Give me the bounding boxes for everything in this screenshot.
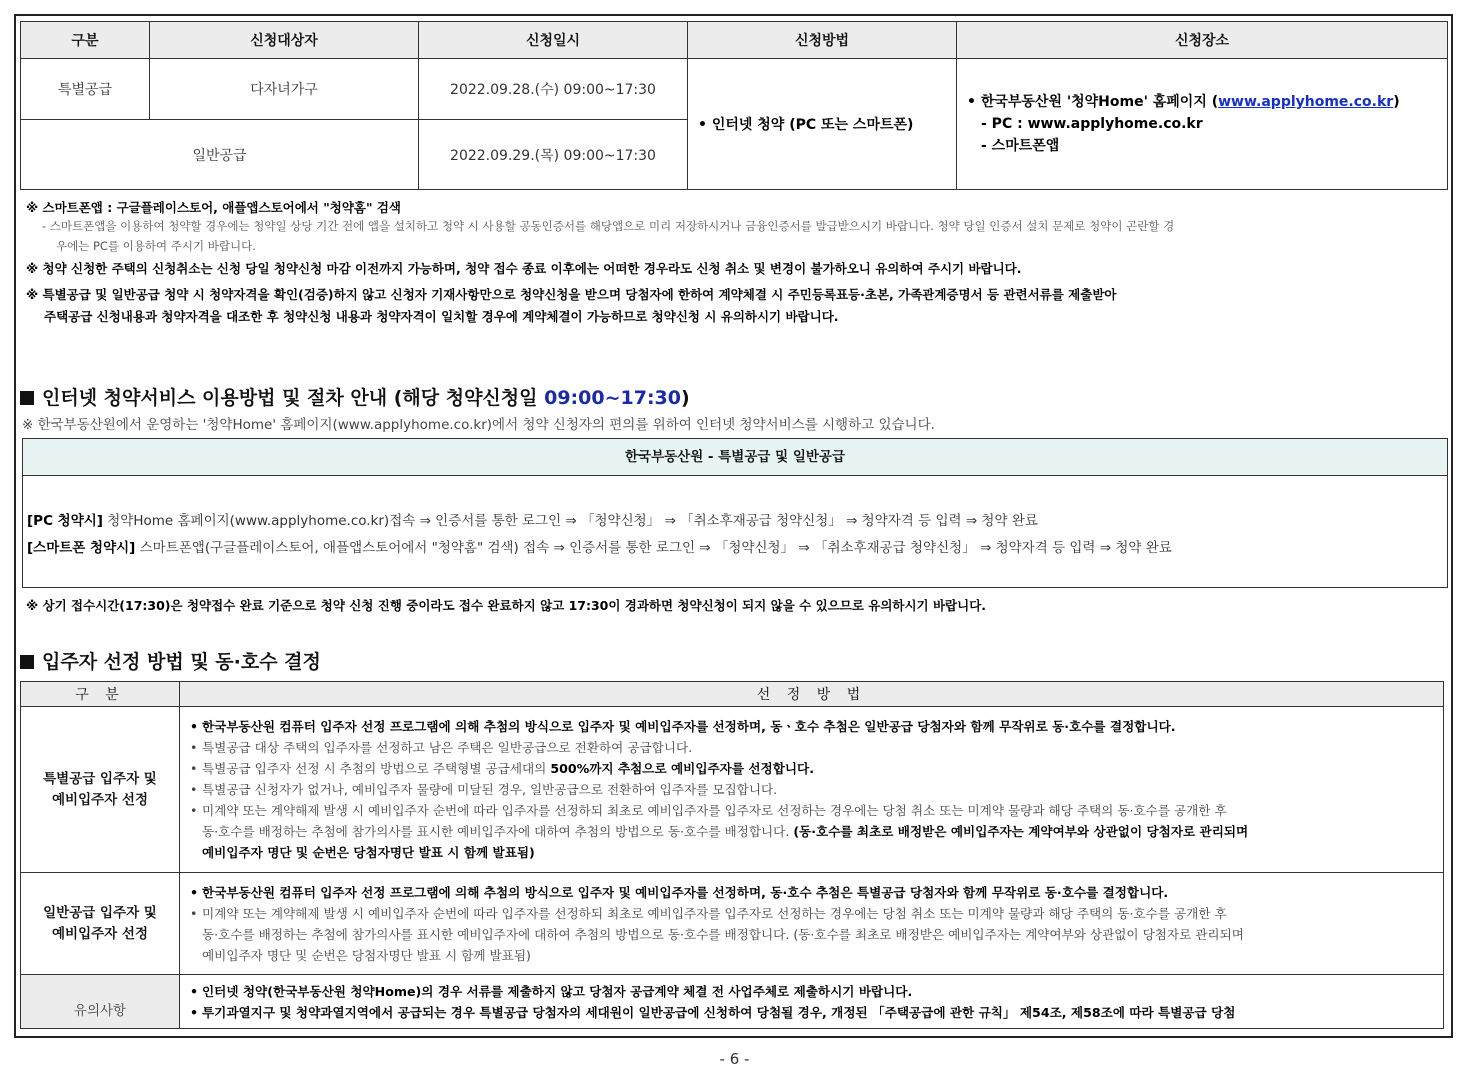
special-cat-line-2: 예비입주자 선정 — [52, 791, 148, 808]
general-selection-body — [180, 873, 1444, 975]
caution-line-1: • 인터넷 청약(한국부동산원 청약Home)의 경우 서류를 제출하지 않고 당첨자 공급계약 체결 전 사업주체로 제출하시기 바랍니다. — [190, 983, 913, 999]
apply-place — [957, 59, 1448, 190]
applyhome-link[interactable]: www.applyhome.co.kr — [1218, 94, 1394, 110]
pc-label: [PC 청약시] — [27, 513, 103, 529]
internet-intro: ※ 한국부동산원에서 운영하는 '청약Home' 홈페이지(www.applyhome.co.kr)에서 청약 신청자의 편의를 위하여 인터넷 청약서비스를 시행하고 있습니다. — [22, 417, 935, 433]
smartphone-note-detail-1: - 스마트폰앱을 이용하여 청약할 경우에는 청약일 상당 기간 전에 앱을 설치하고 청약 시 사용할 공동인증서를 해당앱으로 미리 저장하시거나 금융인증서를 발급받으시기 바랍니다. 청약 당일 인증서 설치 문제로 청약이 곤란할 경 — [42, 219, 1175, 233]
selection-row-caution — [21, 975, 1444, 1029]
internet-title-end: ) — [681, 387, 690, 409]
square-bullet-icon — [20, 655, 34, 669]
special-line-7: 예비입주자 명단 및 순번은 당첨자명단 발표 시 함께 발표됨) — [202, 845, 535, 860]
mobile-steps: 스마트폰앱(구글플레이스토어, 애플앱스토어에서 "청약홈" 검색) 접속 ⇒ 인증서를 통한 로그인 ⇒ 「청약신청」 ⇒ 「취소후재공급 청약신청」 ⇒ 청약자격 등 입력 ⇒ 청약 완료 — [135, 540, 1172, 556]
schedule-table — [20, 21, 1448, 190]
place-line-1 — [967, 91, 1447, 113]
selection-row-general — [21, 873, 1444, 975]
page-number: - 6 - — [719, 1050, 750, 1068]
general-line-4: 예비입주자 명단 및 순번은 당첨자명단 발표 시 함께 발표됨) — [202, 947, 531, 963]
header-target: 신청대상자 — [150, 22, 419, 59]
general-line-1: • 한국부동산원 컴퓨터 입주자 선정 프로그램에 의해 추첨의 방식으로 입주자 및 예비입주자를 선정하며, 동·호수 추첨은 특별공급 당첨자와 함께 무작위로 동·호수를 결정합니다. — [190, 884, 1169, 900]
special-target: 다자녀가구 — [150, 59, 419, 120]
place-line-3: - 스마트폰앱 — [981, 138, 1060, 154]
place-line-2: - PC : www.applyhome.co.kr — [981, 116, 1203, 132]
selection-table — [20, 681, 1444, 1029]
special-cat-line-1: 특별공급 입주자 및 — [43, 770, 157, 787]
procedure-box-header: 한국부동산원 - 특별공급 및 일반공급 — [23, 439, 1447, 476]
selection-section-title — [20, 647, 321, 674]
pc-steps: 청약Home 홈페이지(www.applyhome.co.kr)접속 ⇒ 인증서를 통한 로그인 ⇒ 「청약신청」 ⇒ 「취소후재공급 청약신청」 ⇒ 청약자격 등 입력 ⇒ 청약 완료 — [102, 513, 1038, 529]
verify-note-line-1: ※ 특별공급 및 일반공급 청약 시 청약자격을 확인(검증)하지 않고 신청자 기재사항만으로 청약신청을 받으며 당첨자에 한하여 계약체결 시 주민등록표등·초본, 가족관계증명서 등 관련서류를 제출받아 — [26, 287, 1117, 302]
apply-method-text: • 인터넷 청약 (PC 또는 스마트폰) — [698, 117, 914, 133]
selection-header-category: 구 분 — [21, 682, 180, 707]
general-selection-category — [21, 873, 180, 975]
special-category: 특별공급 — [21, 59, 150, 120]
schedule-row-special — [21, 59, 1448, 120]
special-line-5: • 미계약 또는 계약해제 발생 시 예비입주자 순번에 따라 입주자를 선정하되 최초로 예비입주자를 입주자로 선정하는 경우에는 당첨 취소 또는 미계약 물량과 해당 주택의 동·호수를 공개한 후 — [190, 803, 1227, 818]
apply-method — [688, 59, 957, 190]
special-line-6: 동·호수를 배정하는 추첨에 참가의사를 표시한 예비입주자에 대하여 추첨의 방법으로 동·호수를 배정합니다. (동·호수를 최초로 배정받은 예비입주자는 계약여부와 상관없이 당첨자로 관리되며 — [202, 824, 1249, 839]
smartphone-note-title: ※ 스마트폰앱 : 구글플레이스토어, 애플앱스토어에서 "청약홈" 검색 — [26, 200, 401, 215]
selection-title-text: 입주자 선정 방법 및 동·호수 결정 — [42, 651, 321, 673]
selection-header-row — [21, 682, 1444, 707]
general-cat-line-2: 예비입주자 선정 — [52, 925, 148, 942]
selection-header-method: 선 정 방 법 — [180, 682, 1444, 707]
cancel-note: ※ 청약 신청한 주택의 신청취소는 신청 당일 청약신청 마감 이전까지 가능하며, 청약 접수 종료 이후에는 어떠한 경우라도 신청 취소 및 변경이 불가하오니 유의하여 주시기 바랍니다. — [26, 261, 1022, 276]
general-line-2: • 미계약 또는 계약해제 발생 시 예비입주자 순번에 따라 입주자를 선정하되 최초로 예비입주자를 입주자로 선정하는 경우에는 당첨 취소 또는 미계약 물량과 해당 주택의 동·호수를 공개한 후 — [190, 905, 1227, 921]
special-line-4: • 특별공급 신청자가 없거나, 예비입주자 물량에 미달된 경우, 일반공급으로 전환하여 입주자를 모집합니다. — [190, 782, 778, 797]
smartphone-note-detail-2: 우에는 PC를 이용하여 주시기 바랍니다. — [56, 239, 256, 253]
caution-line-2: • 투기과열지구 및 청약과열지역에서 공급되는 경우 특별공급 당첨자의 세대원이 일반공급에 신청하여 당첨될 경우, 개정된 「주택공급에 관한 규칙」 제54조, 제58조에 따라 특별공급 당첨 — [190, 1004, 1236, 1020]
internet-title-text: 인터넷 청약서비스 이용방법 및 절차 안내 (해당 청약신청일 — [42, 387, 545, 409]
header-category: 구분 — [21, 22, 150, 59]
selection-row-special — [21, 707, 1444, 873]
internet-section-title — [20, 383, 690, 410]
verify-note-line-2: 주택공급 신청내용과 청약자격을 대조한 후 청약신청 내용과 청약자격이 일치할 경우에 계약체결이 가능하므로 청약신청 시 유의하시기 바랍니다. — [44, 309, 839, 324]
caution-body — [180, 975, 1444, 1029]
special-selection-category — [21, 707, 180, 873]
header-place: 신청장소 — [957, 22, 1448, 59]
place-suffix: ) — [1393, 94, 1400, 110]
time-note: ※ 상기 접수시간(17:30)은 청약접수 완료 기준으로 청약 신청 진행 중이라도 접수 완료하지 않고 17:30이 경과하면 청약신청이 되지 않을 수 있으므로 유의하시기 바랍니다. — [26, 598, 987, 613]
general-category: 일반공급 — [21, 120, 419, 190]
header-datetime: 신청일시 — [419, 22, 688, 59]
square-bullet-icon — [20, 391, 34, 405]
place-prefix: • 한국부동산원 '청약Home' 홈페이지 ( — [967, 94, 1219, 110]
special-line-2: • 특별공급 대상 주택의 입주자를 선정하고 남은 주택은 일반공급으로 전환하여 공급합니다. — [190, 740, 693, 755]
general-datetime: 2022.09.29.(목) 09:00~17:30 — [419, 120, 688, 190]
caution-category: 유의사항 — [21, 975, 180, 1029]
header-method: 신청방법 — [688, 22, 957, 59]
internet-title-time: 09:00~17:30 — [544, 387, 681, 409]
schedule-header-row — [21, 22, 1448, 59]
special-line-1: • 한국부동산원 컴퓨터 입주자 선정 프로그램에 의해 추첨의 방식으로 입주자 및 예비입주자를 선정하며, 동ㆍ호수 추첨은 일반공급 당첨자와 함께 무작위로 동·호수를 결정합니다. — [190, 719, 1176, 734]
internet-procedure-box — [22, 438, 1448, 588]
general-line-3: 동·호수를 배정하는 추첨에 참가의사를 표시한 예비입주자에 대하여 추첨의 방법으로 동·호수를 배정합니다. (동·호수를 최초로 배정받은 예비입주자는 계약여부와 상관없이 당첨자로 관리되며 — [202, 926, 1244, 942]
special-selection-body — [180, 707, 1444, 873]
special-line-3: • 특별공급 입주자 선정 시 추첨의 방법으로 주택형별 공급세대의 500%까지 추첨으로 예비입주자를 선정합니다. — [190, 761, 815, 776]
general-cat-line-1: 일반공급 입주자 및 — [43, 904, 157, 921]
pc-procedure — [27, 509, 1038, 529]
special-datetime: 2022.09.28.(수) 09:00~17:30 — [419, 59, 688, 120]
mobile-label: [스마트폰 청약시] — [27, 540, 136, 556]
mobile-procedure — [27, 536, 1172, 556]
